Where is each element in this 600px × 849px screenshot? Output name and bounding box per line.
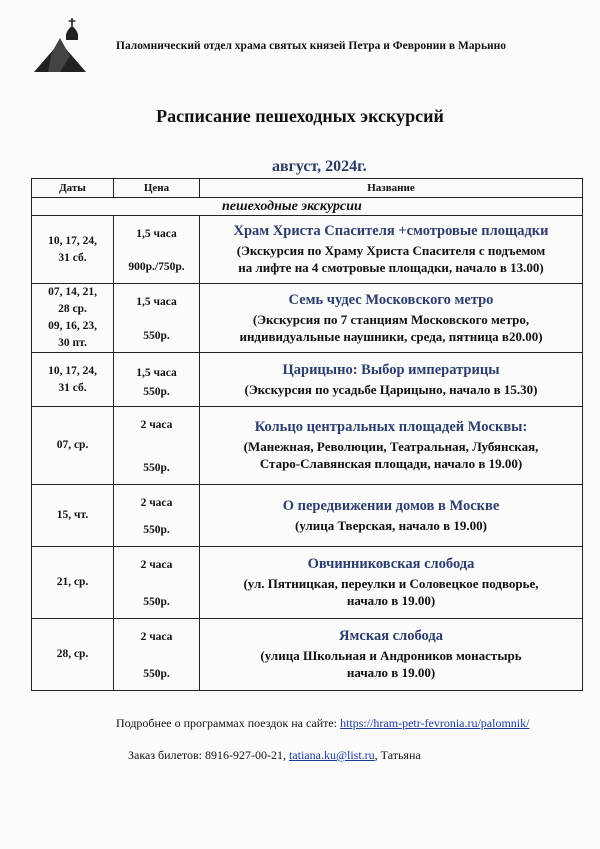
table-row [32, 216, 583, 284]
table-row [32, 619, 583, 691]
excursion-description: (Экскурсия по 7 станциям Московского метро, [252, 311, 530, 327]
table-row [32, 284, 583, 353]
excursion-title: О передвижении домов в Москве [282, 497, 500, 514]
excursion-title: Кольцо центральных площадей Москвы: [254, 419, 528, 435]
date-line: 10, 17, 24, [48, 234, 97, 247]
section-row [32, 198, 583, 216]
column-header-price: Цена [114, 179, 200, 198]
row-price [114, 284, 200, 353]
website-link[interactable]: https://hram-petr-fevronia.ru/palomnik/ [340, 716, 530, 730]
row-cost: 550р. [143, 330, 170, 342]
table-row [32, 485, 583, 547]
row-name [200, 353, 583, 407]
excursion-title: Овчинниковская слобода [307, 556, 475, 572]
page-title: Расписание пешеходных экскурсий [156, 106, 444, 126]
date-line: 07, ср. [56, 439, 89, 451]
excursion-description: начало в 19.00) [346, 593, 436, 608]
row-duration: 2 часа [140, 497, 173, 509]
row-name [200, 216, 583, 284]
table-row [32, 407, 583, 485]
row-cost: 550р. [143, 596, 170, 608]
date-line: 15, чт. [56, 509, 89, 521]
more-info-label: Подробнее о программах поездок на сайте: [116, 716, 338, 730]
excursion-description: (улица Школьная и Андроников монастырь [260, 648, 522, 663]
row-name [200, 619, 583, 691]
date-line: 28, ср. [56, 648, 89, 660]
date-line: 21, ср. [56, 576, 89, 588]
excursion-description: (ул. Пятницкая, переулки и Соловецкое подворье, [243, 576, 539, 591]
more-info-line [116, 716, 529, 731]
row-dates [32, 407, 114, 485]
excursion-title: Храм Христа Спасителя +смотровые площадки [233, 223, 549, 239]
date-line: 31 сб. [58, 251, 87, 264]
row-duration: 2 часа [140, 631, 173, 643]
month-label: август, 2024г. [272, 158, 367, 175]
column-header-name: Название [200, 179, 583, 198]
email-link[interactable]: tatiana.ku@list.ru [288, 748, 375, 762]
excursion-description: (Манежная, Революции, Театральная, Лубянская, [243, 439, 539, 454]
row-duration: 2 часа [140, 419, 173, 431]
schedule-table [31, 178, 583, 691]
row-dates [32, 547, 114, 619]
row-name [200, 284, 583, 353]
row-cost: 900р./750р. [128, 261, 185, 273]
row-duration: 2 часа [140, 559, 173, 571]
date-line: 28 ср. [58, 303, 87, 315]
excursion-description: индивидуальные наушники, среда, пятница в20.00) [239, 328, 543, 344]
date-line: 09, 16, 23, [48, 320, 97, 332]
row-name [200, 407, 583, 485]
row-dates [32, 619, 114, 691]
row-cost: 550р. [143, 462, 170, 474]
row-dates [32, 485, 114, 547]
row-name [200, 485, 583, 547]
row-duration: 1,5 часа [136, 228, 177, 240]
table-row [32, 353, 583, 407]
excursion-description: (улица Тверская, начало в 19.00) [295, 517, 487, 533]
excursion-description: Старо-Славянская площади, начало в 19.00) [259, 456, 523, 471]
section-title: пешеходные экскурсии [222, 198, 362, 214]
row-price [114, 485, 200, 547]
table-header-row [32, 179, 583, 198]
row-price [114, 407, 200, 485]
excursion-description: (Экскурсия по усадьбе Царицыно, начало в 15.30) [244, 381, 538, 397]
date-line: 30 пт. [58, 337, 87, 349]
row-price [114, 619, 200, 691]
row-cost: 550р. [143, 668, 170, 680]
excursion-description: на лифте на 4 смотровые площадки, начало в 13.00) [238, 260, 544, 275]
date-line: 31 сб. [58, 381, 87, 394]
row-dates [32, 353, 114, 407]
row-duration: 1,5 часа [136, 367, 177, 379]
row-dates [32, 216, 114, 284]
excursion-description: начало в 19.00) [346, 665, 436, 680]
table-row [32, 547, 583, 619]
row-price [114, 547, 200, 619]
date-line: 07, 14, 21, [48, 286, 97, 298]
tickets-label: Заказ билетов: 8916-927-00-21, [128, 748, 286, 762]
row-price [114, 353, 200, 407]
row-price [114, 216, 200, 284]
row-cost: 550р. [143, 386, 170, 398]
organization-name: Паломнический отдел храма святых князей Петра и Февронии в Марьино [116, 40, 507, 52]
column-header-dates: Даты [32, 179, 114, 198]
church-logo [30, 18, 90, 74]
excursion-title: Царицыно: Выбор императрицы [282, 361, 500, 378]
excursion-title: Семь чудес Московского метро [288, 291, 494, 308]
date-line: 10, 17, 24, [48, 364, 97, 377]
row-duration: 1,5 часа [136, 296, 177, 308]
row-name [200, 547, 583, 619]
contact-name: , Татьяна [374, 748, 421, 762]
tickets-line [128, 748, 421, 763]
excursion-title: Ямская слобода [339, 628, 443, 644]
row-dates [32, 284, 114, 353]
excursion-description: (Экскурсия по Храму Христа Спасителя с подъемом [236, 243, 546, 258]
row-cost: 550р. [143, 524, 170, 536]
